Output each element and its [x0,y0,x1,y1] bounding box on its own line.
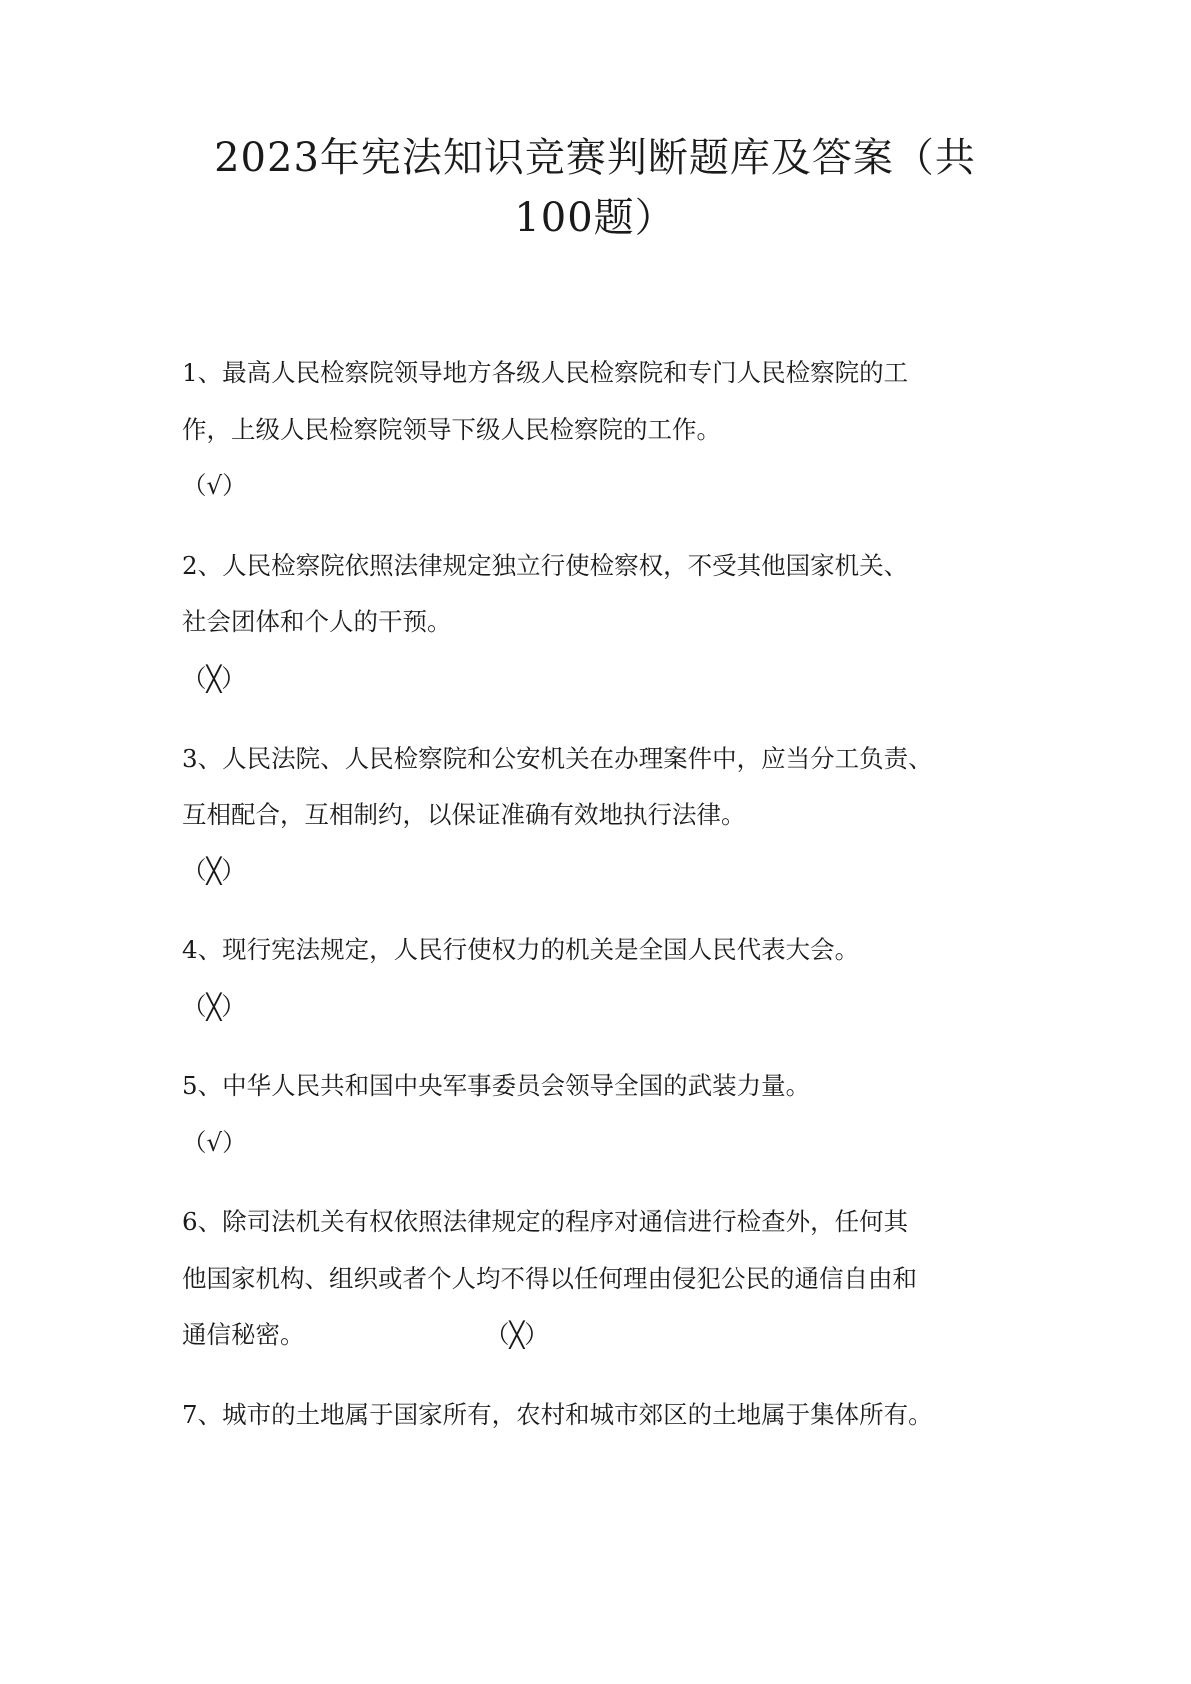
question-3-line-2: 互相配合，互相制约，以保证准确有效地执行法律。 [182,800,746,829]
question-7-line-1: 7、城市的土地属于国家所有，农村和城市郊区的土地属于集体所有。 [182,1400,933,1429]
title-line-2: 100题） [514,195,676,241]
question-6-answer: （╳） [485,1320,549,1349]
question-1-line-1: 1、最高人民检察院领导地方各级人民检察院和专门人民检察院的工 [182,358,909,387]
question-3-answer: （╳） [182,856,246,885]
question-4-answer: （╳） [182,992,246,1021]
question-2-line-2: 社会团体和个人的干预。 [182,607,452,636]
question-5-line-1: 5、中华人民共和国中央军事委员会领导全国的武装力量。 [182,1071,811,1100]
question-2-answer: （╳） [182,664,246,693]
question-6-line-1: 6、除司法机关有权依照法律规定的程序对通信进行检查外，任何其 [182,1207,909,1236]
question-6-line-2: 他国家机构、组织或者个人均不得以任何理由侵犯公民的通信自由和 [182,1264,917,1293]
title-line-1: 2023年宪法知识竞赛判断题库及答案（共 [214,135,976,181]
document-title [150,128,1040,248]
question-3-line-1: 3、人民法院、人民检察院和公安机关在办理案件中，应当分工负责、 [182,744,933,773]
question-6-line-3: 通信秘密。 [182,1320,305,1349]
question-1-answer: （√） [182,471,247,500]
question-4-line-1: 4、现行宪法规定，人民行使权力的机关是全国人民代表大会。 [182,935,860,964]
question-5-answer: （√） [182,1128,247,1157]
question-1-line-2: 作，上级人民检察院领导下级人民检察院的工作。 [182,415,721,444]
question-2-line-1: 2、人民检察院依照法律规定独立行使检察权，不受其他国家机关、 [182,551,909,580]
